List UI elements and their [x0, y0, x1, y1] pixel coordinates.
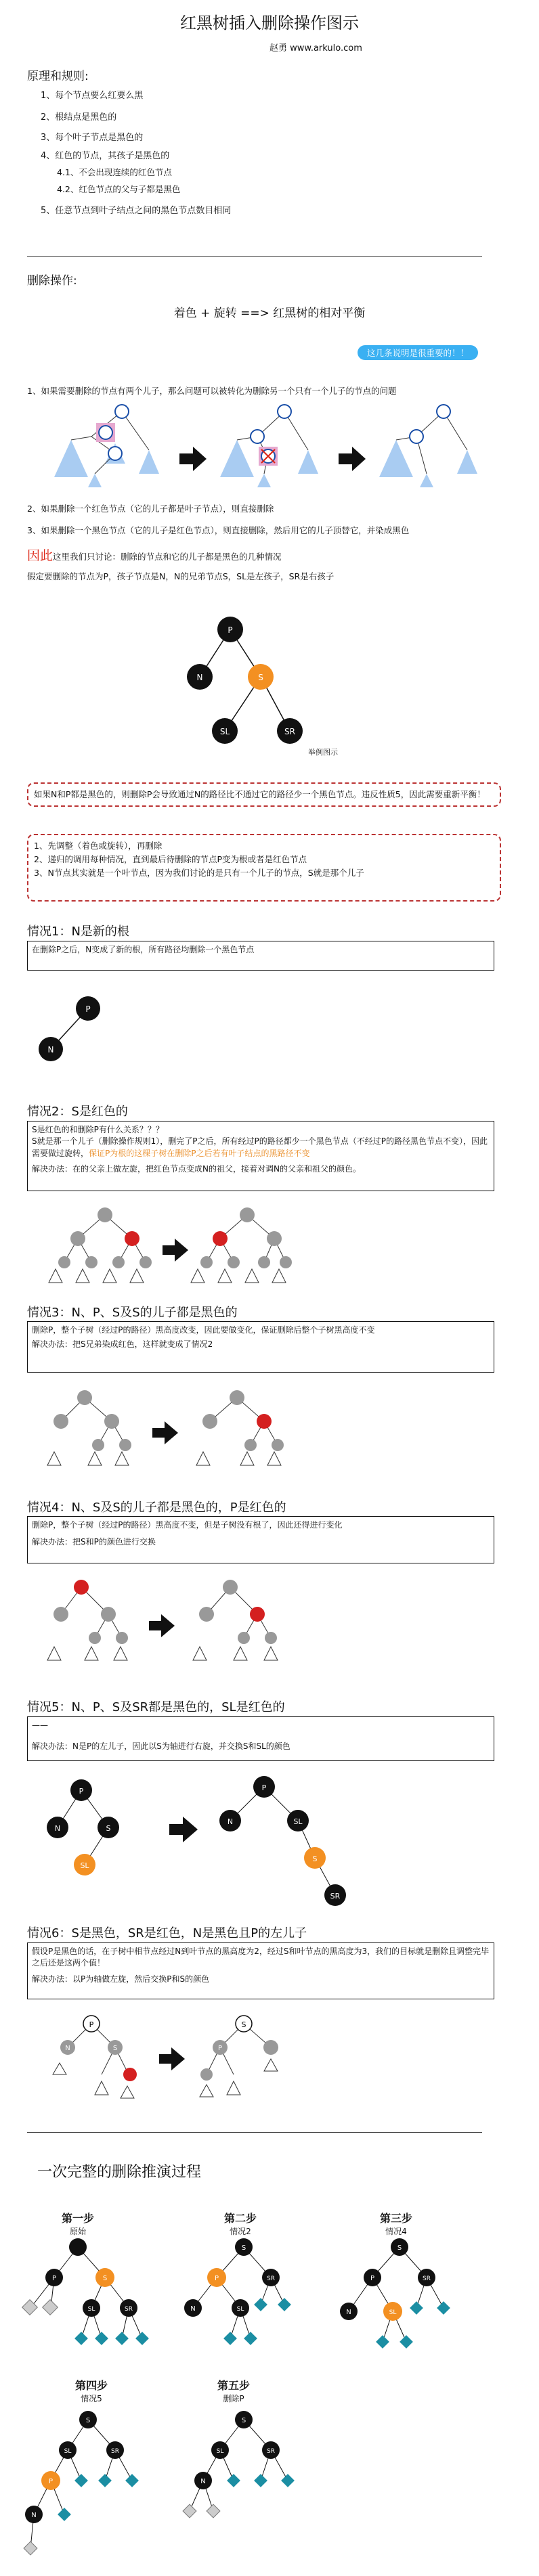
principles-heading: 原理和规则: [27, 70, 89, 83]
step3-SR: SR [423, 2275, 431, 2282]
case5-a-N: N [54, 1824, 61, 1833]
tree-middle [220, 405, 318, 487]
step-2-tree [176, 2237, 311, 2352]
divider [27, 256, 482, 257]
delete-heading: 删除操作: [27, 274, 77, 288]
case2-box [27, 1121, 494, 1191]
step4-S: S [85, 2417, 91, 2424]
node-label-P: P [228, 625, 233, 635]
case3-title: 情况3：N、P、S及S的儿子都是黑色的 [27, 1306, 238, 1320]
step-2-label [203, 2210, 278, 2237]
therefore-line [27, 546, 282, 564]
step-4-title: 第四步 [74, 2379, 108, 2392]
step-4-tree [14, 2406, 169, 2569]
therefore-word: 因此 [27, 548, 53, 563]
case3-text: 删除P，整个子树（经过P的路径）黑高度改变，因此要做变化，保证删除后整个子树黑高度不变 [32, 1325, 375, 1335]
case2-question: S是红色的和删除P有什么关系？？？ [32, 1125, 164, 1134]
case2-right [191, 1207, 292, 1283]
step-3-label [359, 2210, 433, 2237]
step-5-title: 第五步 [217, 2379, 250, 2392]
case1-P: P [85, 1004, 91, 1014]
formula: 着色 + 旋转 ==> 红黑树的相对平衡 [173, 307, 366, 320]
node-label-N: N [196, 673, 203, 682]
case5-b-SR: SR [330, 1892, 341, 1901]
step-4-caption: 情况5 [81, 2394, 102, 2403]
red-note-2-line-2: 2、递归的调用每种情况，直到最后待删除的节点P变为根或者是红色节点 [34, 854, 307, 864]
case6-b-P: P [217, 2045, 223, 2052]
case1-diagram [27, 981, 135, 1090]
rule-4-2: 4.2、红色节点的父与子都是黑色 [57, 184, 181, 194]
step3-S: S [397, 2244, 402, 2252]
case6-a-N: N [65, 2045, 70, 2052]
step-2-title: 第二步 [223, 2212, 257, 2225]
case2-title: 情况2：S是红色的 [27, 1105, 128, 1119]
rule-4-1: 4.1、不会出现连续的红色节点 [57, 167, 172, 177]
step-4-label [54, 2377, 129, 2404]
step2-S: S [241, 2244, 246, 2252]
delete-point-1: 1、如果需要删除的节点有两个儿子，那么问题可以被转化为删除另一个只有一个儿子的节点的问题 [27, 386, 397, 396]
example-tree [176, 609, 379, 758]
case6-diagram [41, 2010, 325, 2112]
rule-2: 2、根结点是黑色的 [41, 112, 117, 123]
rule-4: 4、红色的节点，其孩子是黑色的 [41, 151, 170, 161]
page-title: 红黑树插入删除操作图示 [180, 14, 359, 32]
step2-SL: SL [236, 2306, 244, 2313]
case5-diagram [41, 1773, 379, 1909]
case2-diagram [41, 1201, 298, 1289]
arrow-2 [339, 447, 366, 471]
point1-diagram [41, 399, 515, 494]
step5-SR: SR [267, 2448, 275, 2455]
case4-title: 情况4：N、S及S的儿子都是黑色的，P是红色的 [27, 1501, 286, 1515]
step-3-caption: 情况4 [385, 2227, 407, 2236]
step1-S: S [102, 2275, 108, 2282]
case5-b-S: S [312, 1855, 318, 1863]
tree-before [54, 405, 159, 487]
case4-diagram [34, 1574, 318, 1668]
assumption: 假定要删除的节点为P，孩子节点是N，N的兄弟节点S，SL是左孩子，SR是右孩子 [27, 571, 335, 581]
step-5-tree [169, 2406, 325, 2541]
case5-a-SL: SL [80, 1861, 89, 1870]
case2-explain [32, 1136, 490, 1159]
case6-box [27, 1942, 494, 1999]
step-1-title: 第一步 [61, 2212, 94, 2225]
case4-solution: 解决办法：把S和P的颜色进行交换 [32, 1537, 156, 1547]
case2-solution: 解决办法：在的父亲上做左旋，把红色节点变成N的祖父，接着对调N的父亲和祖父的颜色。 [32, 1164, 361, 1174]
case1-title: 情况1：N是新的根 [27, 925, 129, 939]
case5-box [27, 1716, 494, 1761]
node-label-S: S [258, 673, 263, 682]
step-1-tree [14, 2237, 149, 2352]
red-note-2 [27, 834, 501, 902]
case6-title: 情况6：S是黑色，SR是红色，N是黑色且P的左儿子 [27, 1926, 307, 1940]
step-5-caption: 删除P [223, 2394, 244, 2403]
node-label-SL: SL [219, 727, 230, 736]
step3-N: N [346, 2309, 351, 2316]
case1-N: N [47, 1045, 54, 1054]
case3-box [27, 1321, 494, 1373]
rule-3: 3、每个叶子节点是黑色的 [41, 133, 144, 143]
step4-P: P [48, 2478, 53, 2485]
note-bubble: 这几条说明是很重要的！！ [358, 345, 478, 360]
step1-SR: SR [125, 2306, 133, 2313]
step1-SL: SL [87, 2306, 95, 2313]
case5-a-S: S [106, 1824, 111, 1833]
case5-text: —— [32, 1720, 48, 1730]
step4-SL: SL [64, 2448, 72, 2455]
red-note-2-line-3: 3、N节点其实就是一个叶节点，因为我们讨论的是只有一个儿子的节点，S就是那个儿子 [34, 868, 364, 878]
step2-P: P [214, 2275, 219, 2282]
step-3-title: 第三步 [379, 2212, 412, 2225]
step-1-label [41, 2210, 115, 2237]
delete-point-3: 3、如果删除一个黑色节点（它的儿子是红色节点），则直接删除，然后用它的儿子顶替它，并染成黑色 [27, 525, 410, 535]
arrow-1 [179, 447, 207, 471]
case1-box: 在删除P之后，N变成了新的根，所有路径均删除一个黑色节点 [27, 941, 494, 971]
walkthrough-heading: 一次完整的删除推演过程 [37, 2164, 202, 2181]
case3-solution: 解决办法：把S兄弟染成红色，这样就变成了情况2 [32, 1339, 213, 1350]
step4-N: N [31, 2512, 37, 2519]
step2-N: N [190, 2305, 196, 2313]
node-label-SR: SR [284, 727, 295, 736]
case5-b-SL: SL [293, 1817, 303, 1826]
delete-point-2: 2、如果删除一个红色节点（它的儿子都是叶子节点），则直接删除 [27, 504, 274, 514]
case2-text-2: 保证P为根的这棵子树在删除P之后若有叶子结点的黑路径不变 [89, 1148, 310, 1158]
case4-text: 删除P，整个子树（经过P的路径）黑高度不变，但是子树没有根了，因此还得进行变化 [32, 1520, 343, 1530]
case4-box [27, 1516, 494, 1563]
case5-title: 情况5：N、P、S及SR都是黑色的，SL是红色的 [27, 1700, 285, 1714]
red-note-1: 如果N和P都是黑色的，则删除P会导致通过N的路径比不通过它的路径少一个黑色节点。违反性质5，因此需要重新平衡！ [27, 782, 501, 807]
step-3-tree [325, 2237, 460, 2359]
step-2-caption: 情况2 [230, 2227, 251, 2236]
step1-P: P [51, 2275, 57, 2282]
case6-text: 假设P是黑色的话，在子树中相节点经过N到叶节点的黑高度为2，经过S和叶节点的黑高度为3，我们的目标就是删除且调整完毕之后还是这两个值！ [32, 1947, 490, 1968]
case6-a-P: P [89, 2020, 94, 2029]
step5-SL: SL [216, 2448, 224, 2455]
case5-solution: 解决办法：N是P的左儿子，因此以S为轴进行右旋，并交换S和SL的颜色 [32, 1741, 290, 1752]
step5-N: N [200, 2478, 206, 2485]
case5-a-P: P [79, 1787, 84, 1796]
case6-solution: 解决办法：以P为轴做左旋，然后交换P和S的颜色 [32, 1974, 210, 1984]
case2-left [49, 1207, 152, 1283]
case5-b-P: P [261, 1783, 267, 1792]
rule-1: 1、每个节点要么红要么黑 [41, 91, 144, 101]
step5-S: S [241, 2417, 246, 2424]
author-line: 赵勇 www.arkulo.com [270, 43, 362, 53]
case3-diagram [34, 1384, 318, 1472]
therefore-rest: 这里我们只讨论：删除的节点和它的儿子都是黑色的几种情况 [53, 552, 282, 562]
case5-b-N: N [227, 1817, 234, 1826]
case6-a-S: S [112, 2045, 118, 2052]
case6-b-S: S [241, 2020, 246, 2029]
tree-after [379, 405, 477, 487]
rule-5: 5、任意节点到叶子结点之间的黑色节点数目相同 [41, 206, 232, 216]
step4-SR: SR [111, 2448, 119, 2455]
case2-text-1: S就是那一个儿子（删除操作规则1），删完了P之后，所有经过P的路径都少一个黑色节点（不经过P的路径黑色节点不变），因此需要做过旋转， [32, 1136, 488, 1158]
step-5-label [196, 2377, 271, 2404]
divider-2 [27, 2132, 482, 2133]
step2-SR: SR [267, 2275, 275, 2282]
step-1-caption: 原始 [69, 2227, 86, 2236]
red-note-2-line-1: 1、先调整（着色或旋转），再删除 [34, 841, 163, 851]
step3-SL: SL [389, 2309, 397, 2316]
example-label: 举例图示 [308, 748, 338, 757]
step3-P: P [370, 2275, 375, 2282]
